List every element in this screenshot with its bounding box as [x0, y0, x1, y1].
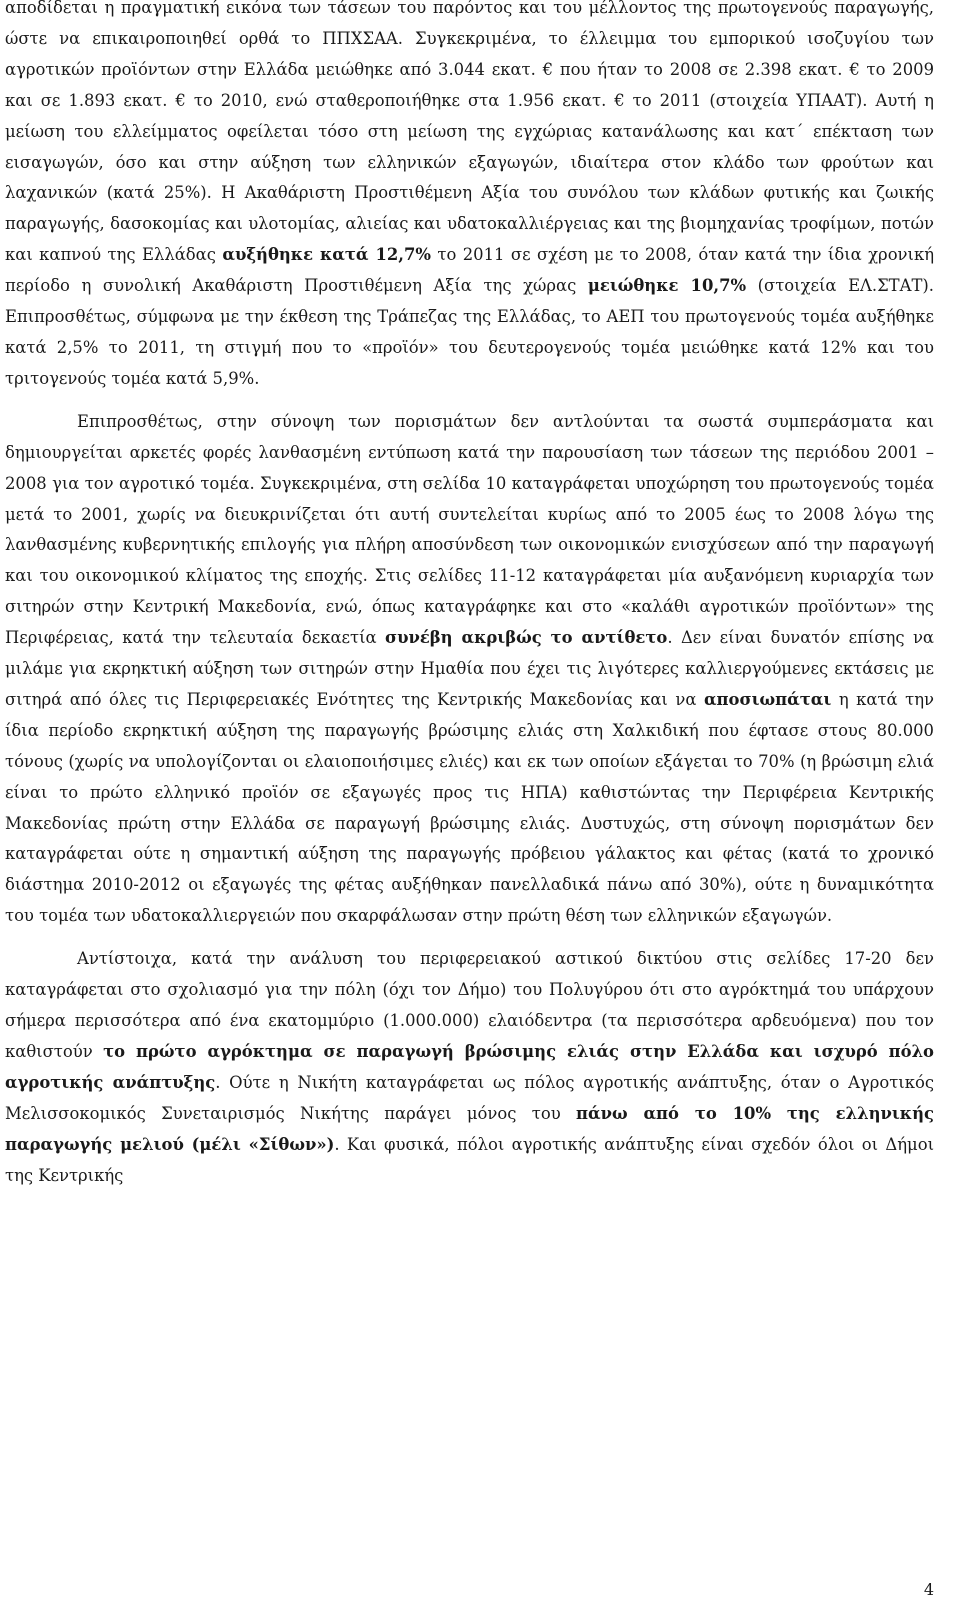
text-run: το 2011 σε σχέση με το 2008, όταν κατά την ίδια χρονική περίοδο η συνολική Ακαθάριστη Προστιθέμενη Αξία της χώρας — [5, 245, 935, 296]
text-run: . Δεν είναι δυνατόν επίσης να μιλάμε για εκρηκτική αύξηση των σιτηρών στην Ημαθία που έχει τις λιγότερες καλλιεργούμενες εκτάσεις με σιτηρά από όλες τις Περιφερειακές Ενότητες της Κεντρικής Μακεδονίας και να — [5, 628, 934, 709]
emphasized-text: αυξήθηκε κατά 12,7% — [222, 245, 431, 265]
text-run: . Ούτε η Νικήτη καταγράφεται ως πόλος αγροτικής ανάπτυξης, όταν ο Αγροτικός Μελισσοκομικός Συνεταιρισμός Νικήτης παράγει μόνος του — [5, 1072, 934, 1123]
emphasized-text: πάνω από το 10% της ελληνικής παραγωγής μελιού (μέλι «Σίθων») — [5, 1103, 934, 1154]
paragraph-3 — [5, 944, 934, 1191]
emphasized-text: μειώθηκε 10,7% — [587, 276, 747, 296]
text-run: (στοιχεία ΕΛ.ΣΤΑΤ). Επιπροσθέτως, σύμφωνα με την έκθεση της Τράπεζας της Ελλάδας, το ΑΕΠ του πρωτογενούς τομέα αυξήθηκε κατά 2,5% το 2011, τη στιγμή που το «προϊόν» του δευτερογενούς τομέα μειώθηκε κατά 12% και του τριτογενούς τομέα κατά 5,9%. — [5, 276, 934, 388]
text-run: Αντίστοιχα, κατά την ανάλυση του περιφερειακού αστικού δικτύου στις σελίδες 17-20 δεν καταγράφεται στο σχολιασμό για την πόλη (όχι τον Δήμο) του Πολυγύρου ότι στο αγρόκτημά του υπάρχουν σήμερα περισσότερα από ένα εκατομμύριο (1.000.000) ελαιόδεντρα (τα περισσότερα αρδευόμενα) που τον καθιστούν — [5, 949, 934, 1061]
emphasized-text: το πρώτο αγρόκτημα σε παραγωγή βρώσιμης ελιάς στην Ελλάδα και ισχυρό πόλο αγροτικής ανάπτυξης — [5, 1041, 934, 1092]
document-body — [5, 0, 934, 1191]
page-number: 4 — [923, 1580, 934, 1599]
text-run: αποδίδεται η πραγματική εικόνα των τάσεων του παρόντος και του μέλλοντος της πρωτογενούς παραγωγής, ώστε να επικαιροποιηθεί ορθά το ΠΠΧΣΑΑ. Συγκεκριμένα, το έλλειμμα του εμπορικού ισοζυγίου των αγροτικών προϊόντων στην Ελλάδα μειώθηκε από 3.044 εκατ. € που ήταν το 2008 σε 2.398 εκατ. € το 2009 και σε 1.893 εκατ. € το 2010, ενώ σταθεροποιήθηκε στα 1.956 εκατ. € το 2011 (στοιχεία ΥΠΑΑΤ). Αυτή η μείωση του ελλείμματος οφείλεται τόσο στη μείωση της εγχώριας κατανάλωσης και κατ΄ επέκταση των εισαγωγών, όσο και στην αύξηση των ελληνικών εξαγωγών, ιδιαίτερα στον κλάδο των φρούτων και λαχανικών (κατά 25%). Η Ακαθάριστη Προστιθέμενη Αξία του συνόλου των κλάδων φυτικής και ζωικής παραγωγής, δασοκομίας και υλοτομίας, αλιείας και υδατοκαλλιέργειας και της βιομηχανίας τροφίμων, ποτών και καπνού της Ελλάδας — [5, 0, 934, 265]
text-run: η κατά την ίδια περίοδο εκρηκτική αύξηση της παραγωγής βρώσιμης ελιάς στη Χαλκιδική που έφτασε στους 80.000 τόνους (χωρίς να υπολογίζονται οι ελαιοποιήσιμες ελιές) και εκ των οποίων εξάγεται το 70% (η βρώσιμη ελιά είναι το πρώτο ελληνικό προϊόν σε εξαγωγές προς τις ΗΠΑ) καθιστώντας την Περιφέρεια Κεντρικής Μακεδονίας πρώτη στην Ελλάδα σε παραγωγή βρώσιμης ελιάς. Δυστυχώς, στη σύνοψη πορισμάτων δεν καταγράφεται ούτε η σημαντική αύξηση της παραγωγής πρόβειου γάλακτος και φέτας (κατά το χρονικό διάστημα 2010-2012 οι εξαγωγές της φέτας αυξήθηκαν πανελλαδικά πάνω από 30%), ούτε η δυναμικότητα του τομέα των υδατοκαλλιεργειών που σκαρφάλωσαν στην πρώτη θέση των ελληνικών εξαγωγών. — [5, 689, 934, 926]
paragraph-2 — [5, 407, 934, 932]
text-run: . Και φυσικά, πόλοι αγροτικής ανάπτυξης είναι σχεδόν όλοι οι Δήμοι της Κεντρικής — [5, 1134, 935, 1185]
emphasized-text: αποσιωπάται — [703, 689, 832, 709]
emphasized-text: συνέβη ακριβώς το αντίθετο — [385, 628, 668, 648]
text-run: Επιπροσθέτως, στην σύνοψη των πορισμάτων δεν αντλούνται τα σωστά συμπεράσματα και δημιουργείται αρκετές φορές λανθασμένη εντύπωση κατά την παρουσίαση των τάσεων της περιόδου 2001 – 2008 για τον αγροτικό τομέα. Συγκεκριμένα, στη σελίδα 10 καταγράφεται υποχώρηση του πρωτογενούς τομέα μετά το 2001, χωρίς να διευκρινίζεται ότι αυτή συντελείται κυρίως από το 2005 έως το 2008 λόγω της λανθασμένης κυβερνητικής επιλογής για πλήρη αποσύνδεση των οικονομικών ενισχύσεων από την παραγωγή και του οικονομικού κλίματος της εποχής. Στις σελίδες 11-12 καταγράφεται μία αυξανόμενη κυριαρχία των σιτηρών στην Κεντρική Μακεδονία, ενώ, όπως καταγράφηκε και στο «καλάθι αγροτικών προϊόντων» της Περιφέρειας, κατά την τελευταία δεκαετία — [5, 411, 934, 648]
paragraph-1 — [5, 0, 934, 395]
